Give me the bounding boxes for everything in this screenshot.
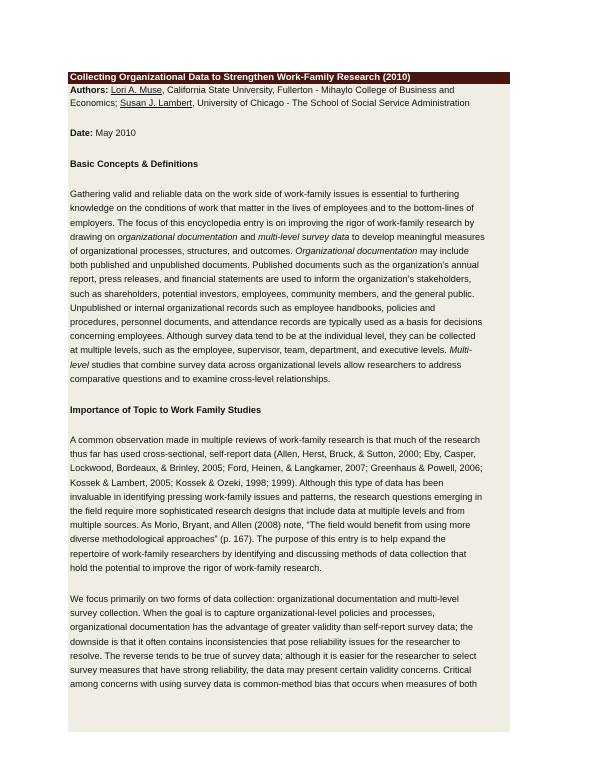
- paragraph-line: [70, 231, 485, 243]
- term-multilevel-survey: multi-level survey data: [257, 232, 350, 242]
- section-heading-importance: Importance of Topic to Work Family Studies: [70, 405, 262, 415]
- date-label: Date:: [70, 128, 93, 138]
- paragraph-line: knowledge on the conditions of work that matter in the lives of employees and to the bottom-lines of: [70, 203, 474, 213]
- paragraph-line: hold the potential to improve the rigor of work-family research.: [70, 563, 322, 573]
- paragraph-line: multiple sources. As Morio, Bryant, and Allen (2008) note, “The field would benefit from using more: [70, 520, 471, 530]
- text-run: to develop meaningful measures: [349, 232, 485, 242]
- paragraph-line: We focus primarily on two forms of data collection: organizational documentation and multi-level: [70, 594, 459, 604]
- paragraph-line: procedures, personnel documents, and attendance records are typically used as a basis for decisions: [70, 317, 483, 327]
- paragraph-line: among concerns with using survey data is common-method bias that occurs when measures of both: [70, 679, 478, 689]
- document-panel: [68, 72, 510, 732]
- date-value: May 2010: [92, 128, 136, 138]
- paragraph-line: employers. The focus of this encyclopedia entry is on improving the rigor of work-family research by: [70, 218, 475, 228]
- author2-affiliation: , University of Chicago - The School of Social Service Administration: [192, 98, 470, 108]
- paragraph-line: comparative questions and to examine cross-level relationships.: [70, 374, 331, 384]
- paragraph-line: resolve. The reverse tends to be true of survey data; although it is easier for the researcher to select: [70, 651, 477, 661]
- section-heading-basic-concepts: Basic Concepts & Definitions: [70, 159, 199, 169]
- paragraph-line: report, press releases, and financial statements are used to inform the organization’s stakeholders,: [70, 274, 472, 284]
- paragraph-line: concerning employees. Although survey data tend to be at the individual level, they can be collected: [70, 331, 476, 341]
- term-multi-level-cont: level: [70, 360, 89, 370]
- author1-affiliation-cont: Economics;: [70, 98, 121, 108]
- term-org-documentation: organizational documentation: [117, 232, 238, 242]
- paragraph-line: A common observation made in multiple reviews of work-family research is that much of the research: [70, 435, 481, 445]
- paragraph-line: [70, 245, 469, 257]
- text-run: at multiple levels, such as the employee, supervisor, team, department, and executive levels.: [70, 345, 450, 355]
- paragraph-line: diverse methodological approaches” (p. 167). The purpose of this entry is to help expand the: [70, 534, 446, 544]
- term-multi-level: Multi-: [449, 345, 472, 355]
- term-org-documentation: Organizational documentation: [295, 246, 418, 256]
- paragraph-line: organizational documentation has the advantage of greater validity than self-report survey data; the: [70, 622, 473, 632]
- paragraph-line: [70, 344, 472, 356]
- paragraph-line: repertoire of work-family researchers by identifying and discussing methods of data collection that: [70, 549, 467, 559]
- author1-affiliation: , California State University, Fullerton - Mihaylo College of Business and: [161, 85, 455, 95]
- document-title: Collecting Organizational Data to Strengthen Work-Family Research (2010): [70, 72, 411, 83]
- date-line: [70, 127, 136, 139]
- paragraph-line: survey collection. When the goal is to capture organizational-level policies and processes,: [70, 608, 435, 618]
- authors-line-2: [70, 97, 470, 109]
- text-run: of organizational processes, structures, and outcomes.: [70, 246, 296, 256]
- paragraph-line: such as shareholders, potential investors, employees, community members, and the general public.: [70, 289, 475, 299]
- paragraph-line: downside is that it often contains inconsistencies that pose reliability issues for the researcher to: [70, 637, 461, 647]
- paragraph-line: thus far has used cross-sectional, self-report data (Allen, Herst, Bruck, & Sutton, 2000; Eby, Casper,: [70, 449, 476, 459]
- authors-label: Authors:: [70, 85, 109, 95]
- paragraph-line: Gathering valid and reliable data on the work side of work-family issues is essential to furthering: [70, 189, 460, 199]
- authors-line-1: [70, 84, 454, 96]
- text-run: drawing on: [70, 232, 118, 242]
- paragraph-line: the field require more sophisticated research designs that include data at multiple levels and from: [70, 506, 465, 516]
- paragraph-line: Lockwood, Bordeaux, & Brinley, 2005; Ford, Heinen, & Langkamer, 2007; Greenhaus & Powell, 2006;: [70, 463, 483, 473]
- text-run: studies that combine survey data across organizational levels allow researchers to address: [88, 360, 462, 370]
- author-link-muse[interactable]: Lori A. Muse: [110, 85, 162, 95]
- paragraph-line: both published and unpublished documents. Published documents such as the organization’s annual: [70, 260, 479, 270]
- paragraph-line: Unpublished or internal organizational records such as employee handbooks, policies and: [70, 303, 436, 313]
- paragraph-line: survey measures that have strong reliability, the data may present certain validity concerns. Critical: [70, 665, 472, 675]
- paragraph-line: invaluable in identifying pressing work-family issues and patterns, the research questions emerging in: [70, 492, 483, 502]
- text-run: and: [237, 232, 258, 242]
- author-link-lambert[interactable]: Susan J. Lambert: [120, 98, 193, 108]
- paragraph-line: [70, 359, 461, 371]
- paragraph-line: Kossek & Lambert, 2005; Kossek & Ozeki, 1998; 1999). Although this type of data has been: [70, 478, 444, 488]
- text-run: may include: [417, 246, 469, 256]
